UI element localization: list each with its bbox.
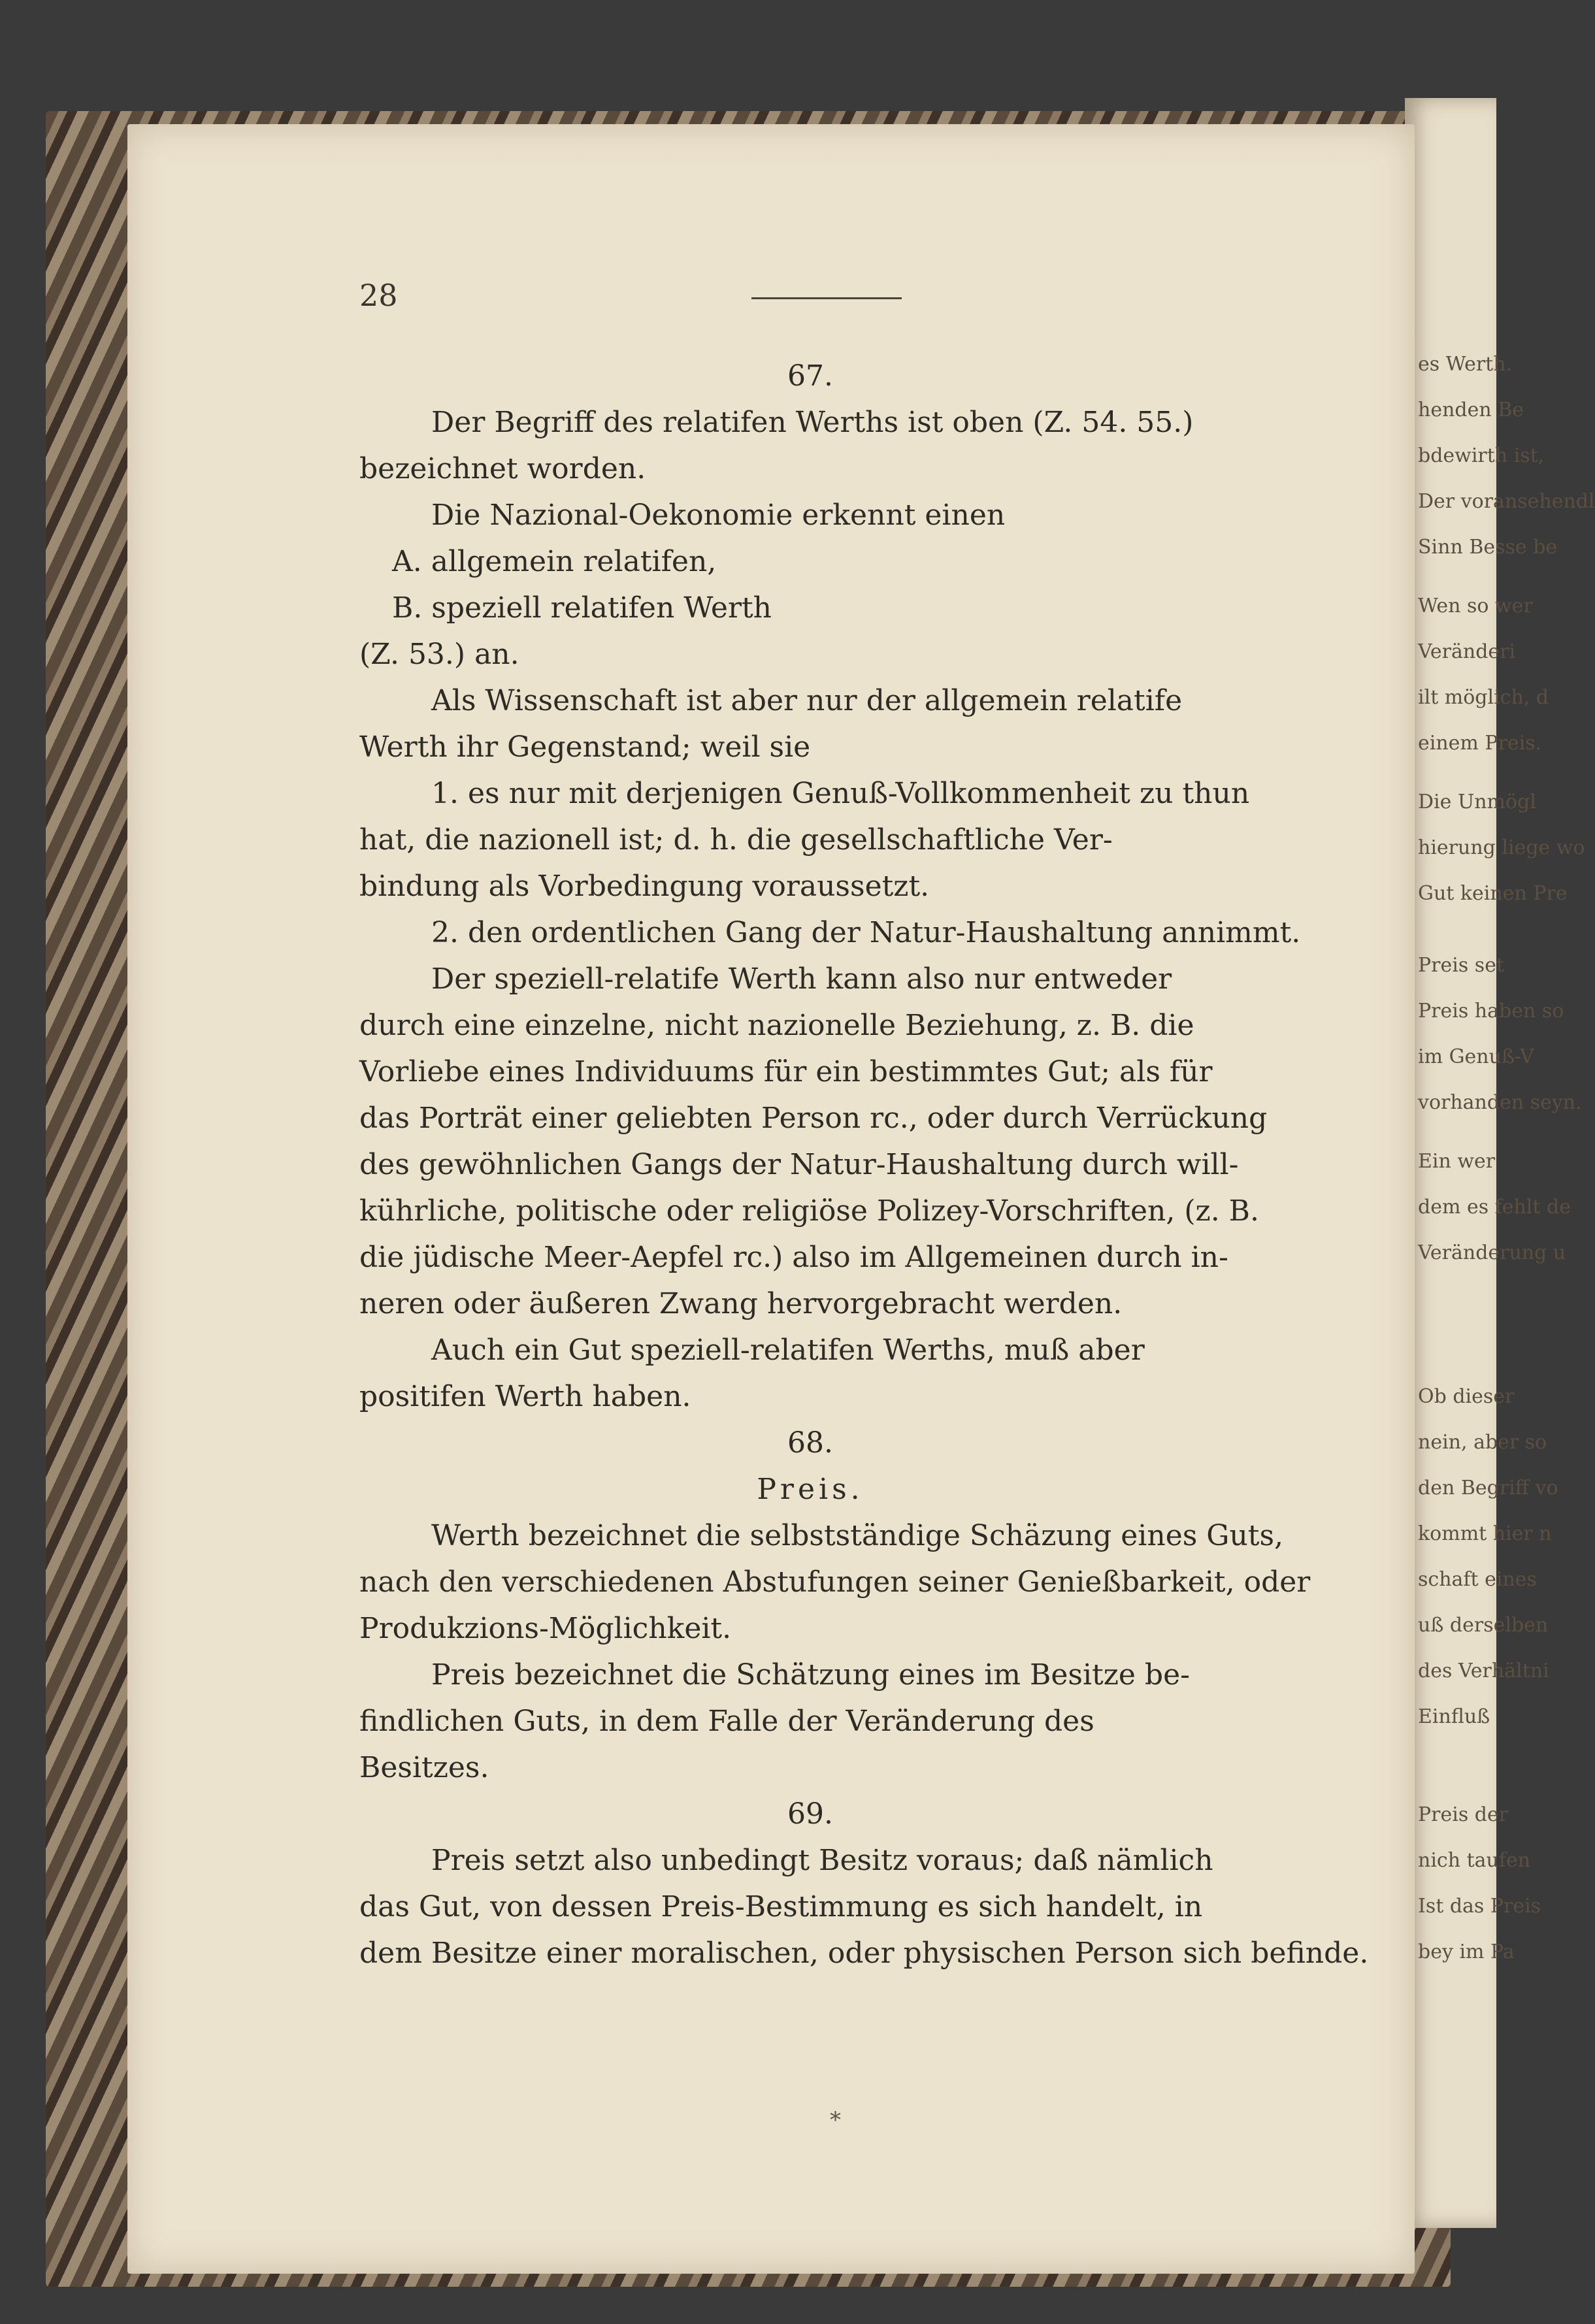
catchword: * <box>830 2107 841 2133</box>
next-page-fragment: uß derselben <box>1418 1614 1549 1637</box>
next-page-fragment: bey im Pa <box>1418 1940 1515 1963</box>
text-line: des gewöhnlichen Gangs der Natur-Haushaltung durch will- <box>359 1148 1239 1181</box>
text-line: das Porträt einer geliebten Person rc., oder durch Verrückung <box>359 1102 1268 1135</box>
next-page-fragment: Ob dieser <box>1418 1385 1515 1408</box>
text-line: positifen Werth haben. <box>359 1380 691 1413</box>
next-page-fragment: Veränderi <box>1418 640 1516 663</box>
text-line: Produkzions-Möglichkeit. <box>359 1612 732 1645</box>
next-page-fragment: bdewirth ist, <box>1418 444 1545 467</box>
next-page-fragment: schaft eines <box>1418 1568 1537 1591</box>
next-page-fragment: kommt hier n <box>1418 1522 1552 1545</box>
text-line: Werth ihr Gegenstand; weil sie <box>359 730 811 764</box>
next-page-fragment: Preis set <box>1418 954 1505 977</box>
next-page-fragment: Die Unmögl <box>1418 791 1536 813</box>
text-line: findlichen Guts, in dem Falle der Veränderung des <box>359 1705 1094 1738</box>
next-page-fragment: den Begriff vo <box>1418 1477 1558 1499</box>
section-heading: 69. <box>787 1797 833 1831</box>
text-line: kührliche, politische oder religiöse Polizey-Vorschriften, (z. B. <box>359 1194 1259 1228</box>
text-line: B. speziell relatifen Werth <box>392 591 772 625</box>
next-page-fragment: hierung liege wo <box>1418 836 1585 859</box>
list-item: 1. es nur mit derjenigen Genuß-Vollkommenheit zu thun <box>431 777 1250 810</box>
section-title: Preis. <box>757 1473 864 1506</box>
next-page-fragment: Veränderung u <box>1418 1241 1566 1264</box>
text-line: die jüdische Meer-Aepfel rc.) also im Allgemeinen durch in- <box>359 1241 1228 1274</box>
section-heading: 68. <box>787 1426 833 1460</box>
next-page-fragment: Wen so wer <box>1418 595 1533 617</box>
next-page-fragment: Der voransehendl <box>1418 490 1595 513</box>
text-line: bezeichnet worden. <box>359 452 646 485</box>
next-page-fragment: Preis der <box>1418 1803 1509 1826</box>
next-page-fragment: ilt möglich, d <box>1418 686 1549 709</box>
page-body <box>359 353 1369 1976</box>
text-line: bindung als Vorbedingung voraussetzt. <box>359 870 930 903</box>
list-item: 2. den ordentlichen Gang der Natur-Haushaltung annimmt. <box>431 916 1301 949</box>
page-number: 28 <box>359 278 398 313</box>
text-line: Vorliebe eines Individuums für ein bestimmtes Gut; als für <box>359 1055 1213 1088</box>
next-page-fragment: nich taufen <box>1418 1849 1531 1872</box>
text-line: Besitzes. <box>359 1751 489 1784</box>
text-line: das Gut, von dessen Preis-Bestimmung es sich handelt, in <box>359 1890 1203 1923</box>
text-line: Die Nazional-Oekonomie erkennt einen <box>431 499 1006 532</box>
text-line: neren oder äußeren Zwang hervorgebracht werden. <box>359 1287 1123 1320</box>
text-line: nach den verschiedenen Abstufungen seiner Genießbarkeit, oder <box>359 1565 1311 1599</box>
text-line: Werth bezeichnet die selbstständige Schäzung eines Guts, <box>431 1519 1284 1552</box>
text-line: Der speziell-relatife Werth kann also nur entweder <box>431 962 1172 996</box>
next-page-fragment: vorhanden seyn. <box>1418 1091 1582 1114</box>
text-line: Preis setzt also unbedingt Besitz voraus; daß nämlich <box>431 1844 1213 1877</box>
text-line: Der Begriff des relatifen Werths ist oben (Z. 54. 55.) <box>431 406 1194 439</box>
next-page-fragment: nein, aber so <box>1418 1431 1547 1454</box>
text-line: (Z. 53.) an. <box>359 638 519 671</box>
next-page-fragment: dem es fehlt de <box>1418 1196 1571 1219</box>
header-rule <box>751 297 902 299</box>
next-page-fragment: im Genuß-V <box>1418 1045 1534 1068</box>
text-line: hat, die nazionell ist; d. h. die gesellschaftliche Ver- <box>359 823 1113 857</box>
text-line: Als Wissenschaft ist aber nur der allgemein relatife <box>431 684 1183 717</box>
next-page-fragment: Ist das Preis <box>1418 1895 1541 1918</box>
next-page-fragment: einem Preis. <box>1418 732 1542 755</box>
next-page-fragment: Preis haben so <box>1418 1000 1564 1023</box>
running-header <box>359 278 1261 317</box>
next-page-fragment: des Verhältni <box>1418 1660 1549 1682</box>
next-page-fragment: es Werth. <box>1418 353 1513 376</box>
text-line: durch eine einzelne, nicht nazionelle Beziehung, z. B. die <box>359 1009 1194 1042</box>
text-line: Preis bezeichnet die Schätzung eines im Besitze be- <box>431 1658 1190 1692</box>
text-line: A. allgemein relatifen, <box>392 545 717 578</box>
next-page-fragment: Ein wer <box>1418 1150 1496 1173</box>
next-page-fragment: Sinn Besse be <box>1418 536 1558 559</box>
text-line: dem Besitze einer moralischen, oder physischen Person sich befinde. <box>359 1937 1369 1970</box>
next-page-fragment: henden Be <box>1418 399 1524 421</box>
next-page-edge <box>1405 98 1595 2228</box>
text-line: Auch ein Gut speziell-relatifen Werths, muß aber <box>431 1334 1145 1367</box>
next-page-fragment: Einfluß <box>1418 1705 1490 1728</box>
section-heading: 67. <box>787 359 833 393</box>
next-page-fragment: Gut keinen Pre <box>1418 882 1568 905</box>
